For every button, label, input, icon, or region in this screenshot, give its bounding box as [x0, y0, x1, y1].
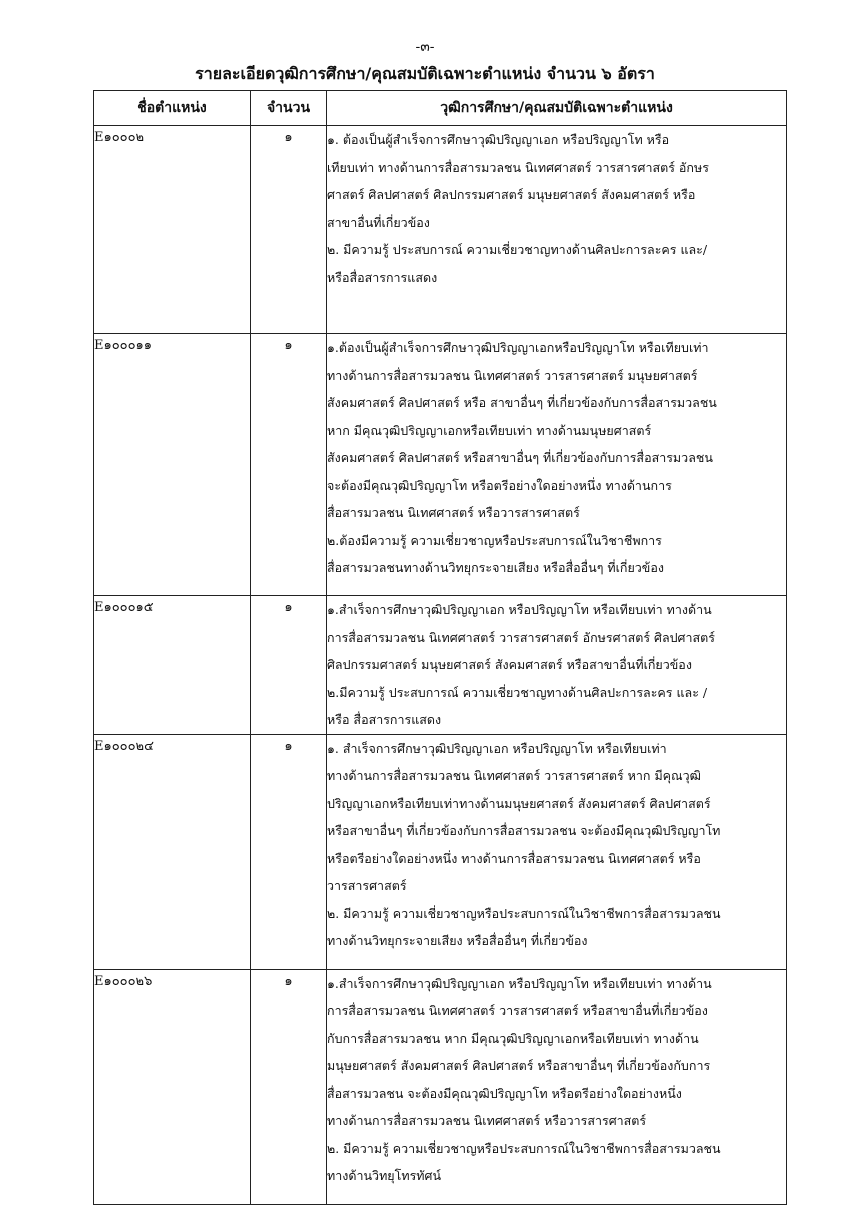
- qualification-table: [93, 90, 787, 1205]
- header-position: ชื่อตำแหน่ง: [94, 91, 251, 126]
- qualification-text: [327, 126, 787, 334]
- qualification-line: การสื่อสารมวลชน นิเทศศาสตร์ วารสารศาสตร์ หรือสาขาอื่นที่เกี่ยวข้อง: [327, 1003, 708, 1018]
- header-count: จำนวน: [251, 91, 327, 126]
- qualification-line: ๑. ต้องเป็นผู้สำเร็จการศึกษาวุฒิปริญญาเอก หรือปริญญาโท หรือ: [327, 132, 670, 147]
- qualification-line: ๒.ต้องมีความรู้ ความเชี่ยวชาญหรือประสบการณ์ในวิชาชีพการ: [327, 532, 662, 548]
- table-header-row: [94, 91, 787, 126]
- position-count: ๑: [251, 334, 327, 596]
- page-number: -๓-: [415, 39, 435, 55]
- position-code: E๑๐๐๐๒๖: [94, 969, 251, 1204]
- qualification-line: ทางด้านการสื่อสารมวลชน นิเทศศาสตร์ วารสารศาสตร์ หาก มีคุณวุฒิ: [327, 768, 701, 783]
- position-count: ๑: [251, 596, 327, 735]
- qualification-line: วารสารศาสตร์: [327, 878, 407, 893]
- position-code: E๑๐๐๐๑๑: [94, 334, 251, 596]
- qualification-line: ศิลปกรรมศาสตร์ มนุษยศาสตร์ สังคมศาสตร์ หรือสาขาอื่นที่เกี่ยวข้อง: [327, 657, 692, 672]
- qualification-line: สาขาอื่นที่เกี่ยวข้อง: [327, 214, 430, 230]
- qualification-line: หรือตรีอย่างใดอย่างหนึ่ง ทางด้านการสื่อสารมวลชน นิเทศศาสตร์ หรือ: [327, 850, 701, 866]
- qualification-line: กับการสื่อสารมวลชน หาก มีคุณวุฒิปริญญาเอกหรือเทียบเท่า ทางด้าน: [327, 1030, 699, 1046]
- qualification-text: [327, 734, 787, 969]
- qualification-line: หาก มีคุณวุฒิปริญญาเอกหรือเทียบเท่า ทางด้านมนุษยศาสตร์: [327, 422, 652, 438]
- table-row: [94, 969, 787, 1204]
- qualification-line: ๒.มีความรู้ ประสบการณ์ ความเชี่ยวชาญทางด้านศิลปะการละคร และ /: [327, 684, 708, 700]
- qualification-line: ๑. สำเร็จการศึกษาวุฒิปริญญาเอก หรือปริญญาโท หรือเทียบเท่า: [327, 740, 667, 756]
- qualification-text: [327, 969, 787, 1204]
- qualification-line: ทางด้านการสื่อสารมวลชน นิเทศศาสตร์ หรือวารสารศาสตร์: [327, 1113, 647, 1128]
- position-code: E๑๐๐๐๒: [94, 126, 251, 334]
- qualification-line: ๒. มีความรู้ ความเชี่ยวชาญหรือประสบการณ์ในวิชาชีพการสื่อสารมวลชน: [327, 1140, 721, 1156]
- table-row: [94, 334, 787, 596]
- position-count: ๑: [251, 734, 327, 969]
- qualification-line: ๑.ต้องเป็นผู้สำเร็จการศึกษาวุฒิปริญญาเอกหรือปริญญาโท หรือเทียบเท่า: [327, 340, 709, 355]
- qualification-line: สื่อสารมวลชนทางด้านวิทยุกระจายเสียง หรือสื่ออื่นๆ ที่เกี่ยวข้อง: [327, 560, 664, 575]
- qualification-line: เทียบเท่า ทางด้านการสื่อสารมวลชน นิเทศศาสตร์ วารสารศาสตร์ อักษร: [327, 159, 709, 175]
- qualification-line: การสื่อสารมวลชน นิเทศศาสตร์ วารสารศาสตร์ อักษรศาสตร์ ศิลปศาสตร์: [327, 629, 715, 645]
- position-code: E๑๐๐๐๒๔: [94, 734, 251, 969]
- qualification-line: หรือสื่อสารการแสดง: [327, 269, 438, 285]
- document-title: รายละเอียดวุฒิการศึกษา/คุณสมบัติเฉพาะตำแหน่ง จำนวน ๖ อัตรา: [195, 64, 655, 83]
- qualification-line: ปริญญาเอกหรือเทียบเท่าทางด้านมนุษยศาสตร์ สังคมศาสตร์ ศิลปศาสตร์: [327, 795, 711, 811]
- header-qualification: วุฒิการศึกษา/คุณสมบัติเฉพาะตำแหน่ง: [327, 91, 787, 126]
- qualification-line: ศาสตร์ ศิลปศาสตร์ ศิลปกรรมศาสตร์ มนุษยศาสตร์ สังคมศาสตร์ หรือ: [327, 187, 696, 202]
- position-code: E๑๐๐๐๑๕: [94, 596, 251, 735]
- qualification-line: สื่อสารมวลชน นิเทศศาสตร์ หรือวารสารศาสตร์: [327, 505, 580, 520]
- qualification-line: หรือสาขาอื่นๆ ที่เกี่ยวข้องกับการสื่อสารมวลชน จะต้องมีคุณวุฒิปริญญาโท: [327, 823, 721, 838]
- table-row: [94, 126, 787, 334]
- qualification-text: [327, 334, 787, 596]
- qualification-line: สังคมศาสตร์ ศิลปศาสตร์ หรือสาขาอื่นๆ ที่เกี่ยวข้องกับการสื่อสารมวลชน: [327, 450, 713, 465]
- qualification-line: ๑.สำเร็จการศึกษาวุฒิปริญญาเอก หรือปริญญาโท หรือเทียบเท่า ทางด้าน: [327, 975, 712, 991]
- table-row: [94, 734, 787, 969]
- position-count: ๑: [251, 126, 327, 334]
- qualification-line: ทางด้านการสื่อสารมวลชน นิเทศศาสตร์ วารสารศาสตร์ มนุษยศาสตร์: [327, 367, 698, 383]
- qualification-line: ทางด้านวิทยุโทรทัศน์: [327, 1168, 442, 1183]
- qualification-text: [327, 596, 787, 735]
- position-count: ๑: [251, 969, 327, 1204]
- qualification-line: ๒. มีความรู้ ความเชี่ยวชาญหรือประสบการณ์ในวิชาชีพการสื่อสารมวลชน: [327, 905, 721, 921]
- qualification-line: ทางด้านวิทยุกระจายเสียง หรือสื่ออื่นๆ ที่เกี่ยวข้อง: [327, 933, 588, 948]
- qualification-line: ๑.สำเร็จการศึกษาวุฒิปริญญาเอก หรือปริญญาโท หรือเทียบเท่า ทางด้าน: [327, 602, 712, 617]
- table-row: [94, 596, 787, 735]
- qualification-line: จะต้องมีคุณวุฒิปริญญาโท หรือตรีอย่างใดอย่างหนึ่ง ทางด้านการ: [327, 477, 672, 493]
- qualification-line: ๒. มีความรู้ ประสบการณ์ ความเชี่ยวชาญทางด้านศิลปะการละคร และ/: [327, 242, 708, 257]
- qualification-line: หรือ สื่อสารการแสดง: [327, 712, 442, 727]
- qualification-line: สังคมศาสตร์ ศิลปศาสตร์ หรือ สาขาอื่นๆ ที่เกี่ยวข้องกับการสื่อสารมวลชน: [327, 395, 717, 410]
- qualification-line: สื่อสารมวลชน จะต้องมีคุณวุฒิปริญญาโท หรือตรีอย่างใดอย่างหนึ่ง: [327, 1085, 682, 1101]
- qualification-line: มนุษยศาสตร์ สังคมศาสตร์ ศิลปศาสตร์ หรือสาขาอื่นๆ ที่เกี่ยวข้องกับการ: [327, 1058, 711, 1073]
